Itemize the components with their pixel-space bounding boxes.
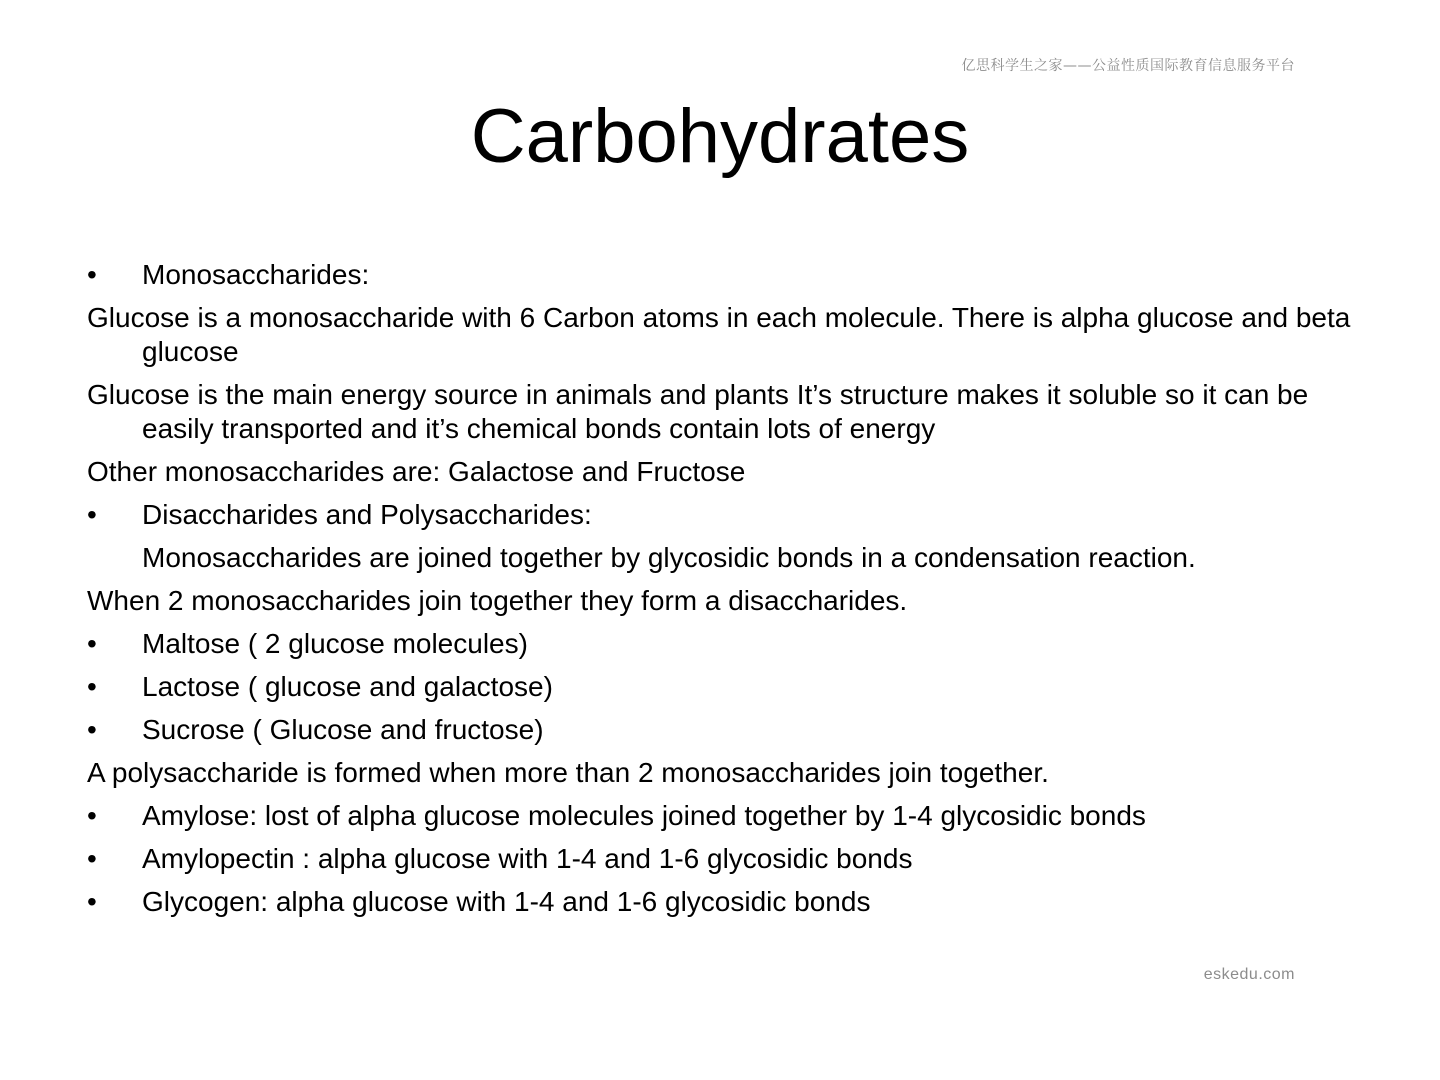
bullet-dot: •: [87, 843, 97, 874]
paragraph-polysaccharide-formation: A polysaccharide is formed when more than 2 monosaccharides join together.: [87, 757, 1049, 788]
paragraph-disaccharide-formation: When 2 monosaccharides join together they form a disaccharides.: [87, 585, 908, 616]
bullet-text-glycogen: Glycogen: alpha glucose with 1-4 and 1-6 glycosidic bonds: [142, 886, 871, 917]
slide-title: Carbohydrates: [470, 94, 970, 179]
bullet-item: [87, 885, 1367, 919]
bullet-dot: •: [87, 800, 97, 831]
bullet-dot: •: [87, 259, 97, 290]
bullet-item: [87, 670, 1367, 704]
bullet-dot: •: [87, 499, 97, 530]
footer-site-label: eskedu.com: [1203, 966, 1295, 983]
bullet-item: [87, 258, 1367, 292]
paragraph-glucose-energy: Glucose is the main energy source in animals and plants It’s structure makes it soluble so it can be easily transported and it’s chemical bonds contain lots of energy: [87, 379, 1309, 444]
bullet-dot: •: [87, 886, 97, 917]
bullet-text-amylose: Amylose: lost of alpha glucose molecules joined together by 1-4 glycosidic bonds: [142, 800, 1146, 831]
bullet-text-sucrose: Sucrose ( Glucose and fructose): [142, 714, 544, 745]
bullet-dot: •: [87, 628, 97, 659]
paragraph-other-monosaccharides: Other monosaccharides are: Galactose and Fructose: [87, 456, 746, 487]
paragraph-glycosidic-bonds: Monosaccharides are joined together by glycosidic bonds in a condensation reaction.: [142, 542, 1196, 573]
paragraph-glucose-definition: Glucose is a monosaccharide with 6 Carbon atoms in each molecule. There is alpha glucose and beta glucose: [87, 302, 1351, 367]
bullet-dot: •: [87, 671, 97, 702]
bullet-text-monosaccharides: Monosaccharides:: [142, 259, 370, 290]
bullet-item: [87, 713, 1367, 747]
bullet-item: [87, 627, 1367, 661]
slide-body: [87, 258, 1367, 928]
bullet-item: [87, 498, 1367, 532]
bullet-text-amylopectin: Amylopectin : alpha glucose with 1-4 and 1-6 glycosidic bonds: [142, 843, 913, 874]
bullet-dot: •: [87, 714, 97, 745]
header-watermark: 亿思科学生之家——公益性质国际教育信息服务平台: [961, 58, 1295, 74]
bullet-text-lactose: Lactose ( glucose and galactose): [142, 671, 553, 702]
bullet-text-disaccharides-polysaccharides: Disaccharides and Polysaccharides:: [142, 499, 592, 530]
bullet-item: [87, 842, 1367, 876]
bullet-text-maltose: Maltose ( 2 glucose molecules): [142, 628, 528, 659]
bullet-item: [87, 799, 1367, 833]
